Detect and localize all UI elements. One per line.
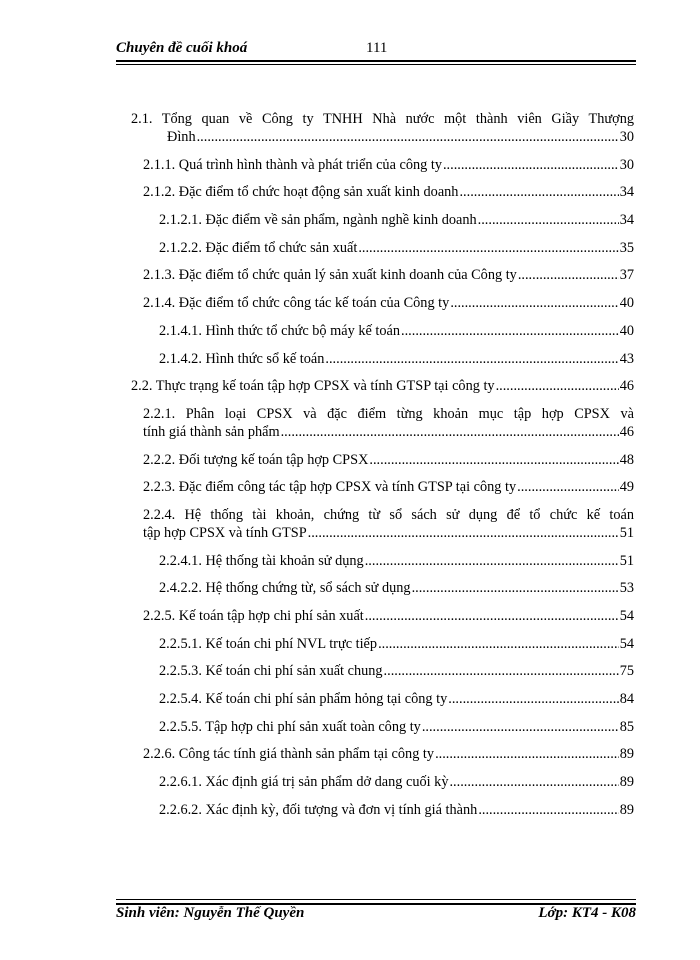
dot-leader bbox=[459, 183, 618, 201]
toc-entry-page: 48 bbox=[619, 451, 634, 468]
toc-entry[interactable] bbox=[131, 506, 634, 542]
toc-entry-page: 46 bbox=[619, 378, 634, 395]
footer-divider-thin bbox=[116, 899, 636, 900]
dot-leader bbox=[384, 662, 619, 680]
dot-leader bbox=[517, 478, 619, 496]
toc-entry-title: 2.1.4. Đặc điểm tổ chức công tác kế toán của Công ty bbox=[143, 295, 450, 312]
toc-entry-title: Đình bbox=[167, 129, 196, 145]
toc-entry-title: 2.1.4.2. Hình thức sổ kế toán bbox=[159, 350, 325, 367]
student-name: Sinh viên: Nguyễn Thế Quyền bbox=[116, 905, 305, 921]
toc-entry-page: 84 bbox=[619, 691, 634, 708]
toc-entry-title: 2.2.5.4. Kế toán chi phí sản phẩm hỏng tại công ty bbox=[159, 691, 448, 708]
dot-leader bbox=[308, 524, 619, 542]
dot-leader bbox=[448, 690, 618, 708]
toc-entry-page: 89 bbox=[619, 801, 634, 818]
page-header bbox=[116, 36, 636, 62]
toc-entry-title: 2.2.2. Đối tượng kế toán tập hợp CPSX bbox=[143, 451, 369, 468]
dot-leader bbox=[378, 635, 619, 653]
toc-entry[interactable] bbox=[131, 239, 634, 257]
toc-entry[interactable] bbox=[131, 211, 634, 229]
header-divider-thin bbox=[116, 64, 636, 65]
dot-leader bbox=[401, 322, 619, 340]
toc-entry-first-line: 2.2.4. Hệ thống tài khoản, chứng từ sổ sách sử dụng để tổ chức kế toán bbox=[143, 506, 634, 523]
toc-entry-page: 34 bbox=[619, 184, 634, 201]
toc-entry-page: 89 bbox=[619, 746, 634, 763]
toc-entry[interactable] bbox=[131, 801, 634, 819]
toc-entry[interactable] bbox=[131, 110, 634, 146]
toc-entry-page: 40 bbox=[619, 322, 634, 339]
toc-entry[interactable] bbox=[131, 266, 634, 284]
toc-entry-title: 2.2.6. Công tác tính giá thành sản phẩm tại công ty bbox=[143, 746, 435, 763]
toc-entry[interactable] bbox=[131, 405, 634, 441]
toc-entry[interactable] bbox=[131, 718, 634, 736]
dot-leader bbox=[450, 294, 618, 312]
toc-entry-page: 49 bbox=[619, 479, 634, 496]
dot-leader bbox=[325, 350, 618, 368]
toc-entry[interactable] bbox=[131, 183, 634, 201]
toc-entry-title: 2.4.2.2. Hệ thống chứng từ, sổ sách sử dụng bbox=[159, 580, 411, 597]
toc-entry-page: 75 bbox=[619, 663, 634, 680]
toc-entry[interactable] bbox=[131, 377, 634, 395]
header-divider bbox=[116, 60, 636, 62]
dot-leader bbox=[422, 718, 619, 736]
toc-entry-page: 53 bbox=[619, 580, 634, 597]
toc-entry[interactable] bbox=[131, 607, 634, 625]
toc-entry-title: 2.2.4.1. Hệ thống tài khoản sử dụng bbox=[159, 552, 364, 569]
toc-entry-page: 46 bbox=[619, 423, 634, 440]
toc-entry[interactable] bbox=[131, 662, 634, 680]
toc-entry-title: 2.2. Thực trạng kế toán tập hợp CPSX và tính GTSP tại công ty bbox=[131, 378, 495, 395]
toc-entry[interactable] bbox=[131, 156, 634, 174]
toc-entry-page: 51 bbox=[619, 552, 634, 569]
toc-entry-page: 85 bbox=[619, 718, 634, 735]
toc-entry[interactable] bbox=[131, 745, 634, 763]
class-label: Lớp: KT4 - K08 bbox=[538, 905, 636, 921]
dot-leader bbox=[518, 266, 619, 284]
toc-entry-first-line: 2.1. Tổng quan về Công ty TNHH Nhà nước một thành viên Giầy Thượng bbox=[131, 111, 634, 127]
toc-entry[interactable] bbox=[131, 773, 634, 791]
toc-entry-first-line: 2.2.1. Phân loại CPSX và đặc điểm từng khoản mục tập hợp CPSX và bbox=[143, 405, 634, 422]
toc-entry-title: 2.2.6.1. Xác định giá trị sản phẩm dở dang cuối kỳ bbox=[159, 774, 449, 791]
toc-entry-title: 2.2.6.2. Xác định kỳ, đối tượng và đơn vị tính giá thành bbox=[159, 801, 478, 818]
toc-entry[interactable] bbox=[131, 451, 634, 469]
toc-entry-page: 30 bbox=[619, 156, 634, 173]
toc-entry-title: 2.2.5.5. Tập hợp chi phí sản xuất toàn công ty bbox=[159, 718, 421, 735]
document-title: Chuyên đề cuối khoá bbox=[116, 40, 248, 56]
toc-entry[interactable] bbox=[131, 322, 634, 340]
toc-entry[interactable] bbox=[131, 478, 634, 496]
dot-leader bbox=[478, 211, 619, 229]
toc-entry-title: 2.2.3. Đặc điểm công tác tập hợp CPSX và tính GTSP tại công ty bbox=[143, 479, 517, 496]
toc-entry-title: tập hợp CPSX và tính GTSP bbox=[143, 524, 307, 541]
toc-entry-title: 2.1.2.1. Đặc điểm về sản phẩm, ngành nghề kinh doanh bbox=[159, 212, 477, 229]
table-of-contents bbox=[131, 110, 634, 829]
toc-entry-title: 2.1.2. Đặc điểm tổ chức hoạt động sản xuất kinh doanh bbox=[143, 184, 459, 201]
toc-entry-page: 40 bbox=[619, 295, 634, 312]
dot-leader bbox=[197, 128, 619, 146]
toc-entry-title: 2.2.5.3. Kế toán chi phí sản xuất chung bbox=[159, 663, 383, 680]
toc-entry-page: 89 bbox=[619, 774, 634, 791]
toc-entry-title: tính giá thành sản phẩm bbox=[143, 423, 280, 440]
toc-entry[interactable] bbox=[131, 579, 634, 597]
dot-leader bbox=[358, 239, 618, 257]
dot-leader bbox=[496, 377, 619, 395]
toc-entry-page: 35 bbox=[619, 239, 634, 256]
toc-entry[interactable] bbox=[131, 635, 634, 653]
toc-entry[interactable] bbox=[131, 350, 634, 368]
toc-entry[interactable] bbox=[131, 552, 634, 570]
toc-entry-title: 2.1.1. Quá trình hình thành và phát triển của công ty bbox=[143, 156, 442, 173]
toc-entry-title: 2.2.5.1. Kế toán chi phí NVL trực tiếp bbox=[159, 635, 378, 652]
dot-leader bbox=[443, 156, 619, 174]
dot-leader bbox=[281, 423, 619, 441]
dot-leader bbox=[435, 745, 619, 763]
toc-entry-page: 54 bbox=[619, 608, 634, 624]
dot-leader bbox=[365, 607, 619, 625]
dot-leader bbox=[369, 451, 618, 469]
page-number: 111 bbox=[366, 40, 388, 56]
toc-entry-title: 2.1.3. Đặc điểm tổ chức quản lý sản xuất kinh doanh của Công ty bbox=[143, 267, 517, 284]
toc-entry-page: 43 bbox=[619, 350, 634, 367]
toc-entry-page: 37 bbox=[619, 267, 634, 284]
toc-entry-page: 34 bbox=[619, 212, 634, 229]
toc-entry-page: 30 bbox=[619, 129, 634, 145]
toc-entry-title: 2.1.4.1. Hình thức tổ chức bộ máy kế toán bbox=[159, 322, 401, 339]
toc-entry-page: 51 bbox=[619, 524, 634, 541]
toc-entry[interactable] bbox=[131, 294, 634, 312]
toc-entry[interactable] bbox=[131, 690, 634, 708]
toc-entry-title: 2.1.2.2. Đặc điểm tổ chức sản xuất bbox=[159, 239, 358, 256]
dot-leader bbox=[365, 552, 619, 570]
dot-leader bbox=[478, 801, 618, 819]
toc-entry-page: 54 bbox=[619, 635, 634, 652]
dot-leader bbox=[449, 773, 618, 791]
dot-leader bbox=[412, 579, 619, 597]
toc-entry-title: 2.2.5. Kế toán tập hợp chi phí sản xuất bbox=[143, 608, 364, 624]
